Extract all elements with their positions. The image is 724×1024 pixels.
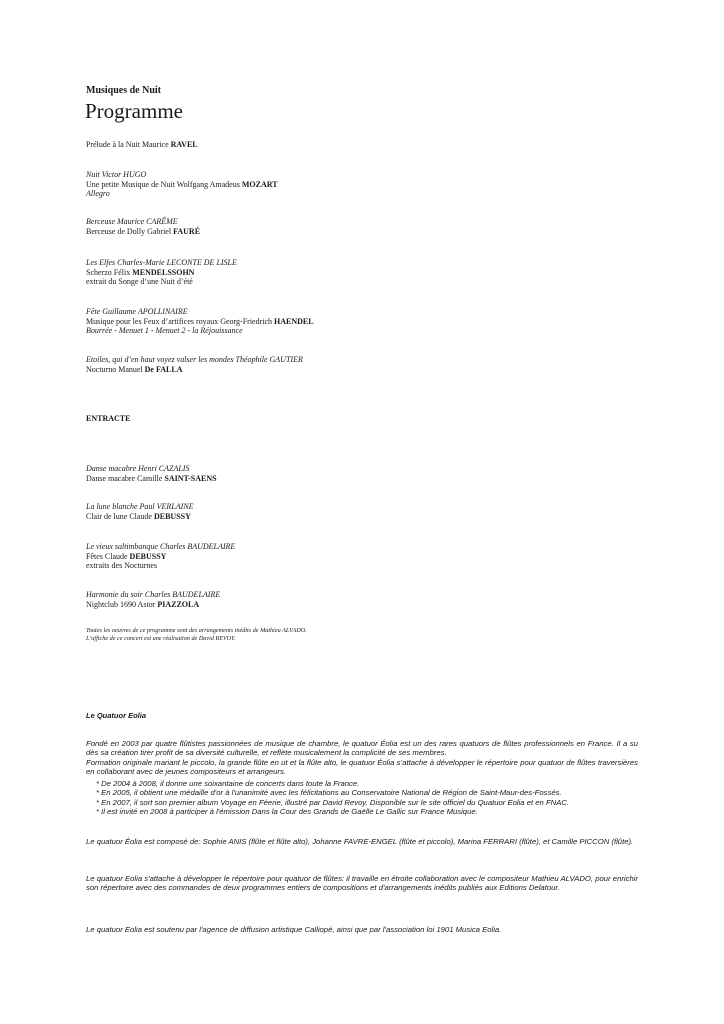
work-line bbox=[86, 140, 198, 150]
work-line bbox=[86, 227, 200, 237]
item-text: Prélude à la Nuit Maurice bbox=[86, 140, 171, 149]
composer-name: SAINT-SAENS bbox=[164, 473, 217, 483]
work-line bbox=[86, 552, 235, 562]
poem-line bbox=[86, 217, 200, 227]
program-note bbox=[86, 627, 307, 643]
composer-name: DEBUSSY bbox=[153, 511, 191, 521]
quatuor-facts bbox=[96, 779, 569, 817]
list-item: * Il est invité en 2008 à participer à l'émission Dans la Cour des Grands de Gaëlle Le Gallic sur France Musique. bbox=[96, 807, 478, 817]
quatuor-intro-paragraph: Fondé en 2003 par quatre flûtistes passionnées de musique de chambre, le quatuor Éolia est un des rares quatuors de flûtes professionnels en France. Il a su dès sa création tirer profit de sa diversité culturelle, et reflète musicalement la complicité de ses membres. bbox=[86, 739, 638, 758]
item-text: Harmonie du soir Charles BAUDELAIRE bbox=[86, 590, 221, 599]
poem-line bbox=[86, 502, 194, 512]
poem-line bbox=[86, 590, 220, 600]
item-text: Danse macabre Henri CAZALIS bbox=[86, 464, 190, 473]
work-line bbox=[86, 474, 217, 484]
quatuor-collaboration: Le quatuor Eolia s'attache à développer le répertoire pour quatuor de flûtes: il travaille en étroite collaboration avec le compositeur Mathieu ALVADO, pour enrichir son répertoire avec des commandes de deux programmes entiers de compositions et d'arrangements inédits publiés aux Editions Delatour. bbox=[86, 874, 638, 893]
poem-line bbox=[86, 355, 303, 365]
item-text: extraits des Nocturnes bbox=[86, 561, 158, 570]
program-item bbox=[86, 502, 194, 521]
work-line bbox=[86, 180, 278, 190]
program-note-line: L’affiche de ce concert est une réalisation de David REVOY. bbox=[86, 635, 236, 642]
composer-name: MOZART bbox=[241, 179, 278, 189]
work-line bbox=[86, 365, 303, 375]
quatuor-members: Le quatuor Éolia est composé de: Sophie ANIS (flûte et flûte alto), Johanne FAVRE-ENGEL (flûte et piccolo), Marina FERRARI (flûte), et Camille PICCON (flûte). bbox=[86, 837, 634, 846]
program-item bbox=[86, 542, 235, 571]
poem-line bbox=[86, 464, 217, 474]
work-line bbox=[86, 600, 220, 610]
program-note-line: Toutes les oeuvres de ce programme sont des arrangements inédits de Mathieu ALVADO. bbox=[86, 627, 307, 634]
entracte-heading: ENTRACTE bbox=[86, 414, 131, 423]
quatuor-support: Le quatuor Eolia est soutenu par l'agence de diffusion artistique Calliopé, ainsi que par l'association loi 1901 Musica Eolia. bbox=[86, 925, 502, 934]
composer-name: HAENDEL bbox=[274, 316, 314, 326]
composer-name: MENDELSSOHN bbox=[132, 267, 195, 277]
poem-line bbox=[86, 258, 237, 268]
page-title: Programme bbox=[85, 99, 183, 123]
work-line bbox=[86, 277, 237, 287]
poem-line bbox=[86, 170, 278, 180]
item-text: Nocturno Manuel bbox=[86, 364, 145, 374]
item-text: La lune blanche Paul VERLAINE bbox=[86, 502, 194, 511]
item-text: Une petite Musique de Nuit Wolfgang Amadeus bbox=[86, 179, 242, 189]
item-text: Fêtes Claude bbox=[86, 551, 130, 561]
composer-name: FAURÉ bbox=[173, 226, 201, 236]
work-line bbox=[86, 561, 235, 571]
composer-name: PIAZZOLA bbox=[157, 599, 200, 609]
quatuor-title: Le Quatuor Eolia bbox=[86, 711, 147, 720]
poem-line bbox=[86, 542, 235, 552]
program-item bbox=[86, 355, 303, 374]
program-item bbox=[86, 464, 217, 483]
item-text: extrait du Songe d’une Nuit d’été bbox=[86, 277, 193, 286]
program-item bbox=[86, 170, 278, 199]
work-line bbox=[86, 317, 314, 327]
program-item bbox=[86, 140, 198, 150]
item-text: Clair de lune Claude bbox=[86, 511, 154, 521]
concert-subtitle: Musiques de Nuit bbox=[86, 85, 162, 96]
quatuor-intro-paragraph: Formation originale mariant le piccolo, la grande flûte en ut et la flûte alto, le quatuor Éolia s’attache à développer le répertoire pour quatuor de flûtes traversières en collaborant avec de jeunes compositeurs et arrangeurs. bbox=[86, 757, 638, 777]
composer-name: DEBUSSY bbox=[129, 551, 167, 561]
work-line bbox=[86, 268, 237, 278]
poem-line bbox=[86, 189, 278, 199]
item-text: Le vieux saltimbanque Charles BAUDELAIRE bbox=[86, 542, 236, 551]
item-text: Musique pour les Feux d’artifices royaux Georg-Friedrich bbox=[86, 316, 275, 326]
poem-line bbox=[86, 307, 314, 317]
item-text: Berceuse de Dolly Gabriel bbox=[86, 226, 174, 236]
item-text: Les Elfes Charles-Marie LECONTE DE LISLE bbox=[86, 258, 237, 267]
composer-name: De FALLA bbox=[144, 364, 183, 374]
program-item bbox=[86, 307, 314, 336]
work-line bbox=[86, 512, 194, 522]
item-text: Scherzo Félix bbox=[86, 267, 133, 277]
item-text: Bourrée - Menuet 1 - Menuet 2 - la Réjouissance bbox=[86, 326, 243, 335]
list-item: * En 2005, il obtient une médaille d'or à l'unanimité avec les félicitations au Conservatoire National de Région de Saint-Maur-des-Fossés. bbox=[96, 788, 562, 798]
program-item bbox=[86, 590, 220, 609]
item-text: Nightclub 1690 Astor bbox=[86, 599, 158, 609]
item-text: Berceuse Maurice CARÊME bbox=[86, 217, 178, 226]
poem-line bbox=[86, 326, 314, 336]
composer-name: RAVEL bbox=[170, 140, 198, 149]
program-item bbox=[86, 217, 200, 236]
item-text: Etoiles, qui d’en haut voyez valser les mondes Théophile GAUTIER bbox=[86, 355, 303, 364]
list-item: * En 2007, il sort son premier album Voyage en Féerie, illustré par David Revoy. Disponible sur le site officiel du Quatuor Eolia et en FNAC. bbox=[96, 797, 570, 807]
program-item bbox=[86, 258, 237, 287]
list-item: * De 2004 à 2008, il donne une soixantaine de concerts dans toute la France. bbox=[96, 779, 360, 788]
item-text: Danse macabre Camille bbox=[86, 473, 165, 483]
item-text: Fête Guillaume APOLLINAIRE bbox=[86, 307, 188, 316]
quatuor-intro bbox=[86, 739, 638, 777]
item-text: Nuit Victor HUGO bbox=[86, 170, 147, 179]
item-text: Allegro bbox=[86, 189, 110, 198]
